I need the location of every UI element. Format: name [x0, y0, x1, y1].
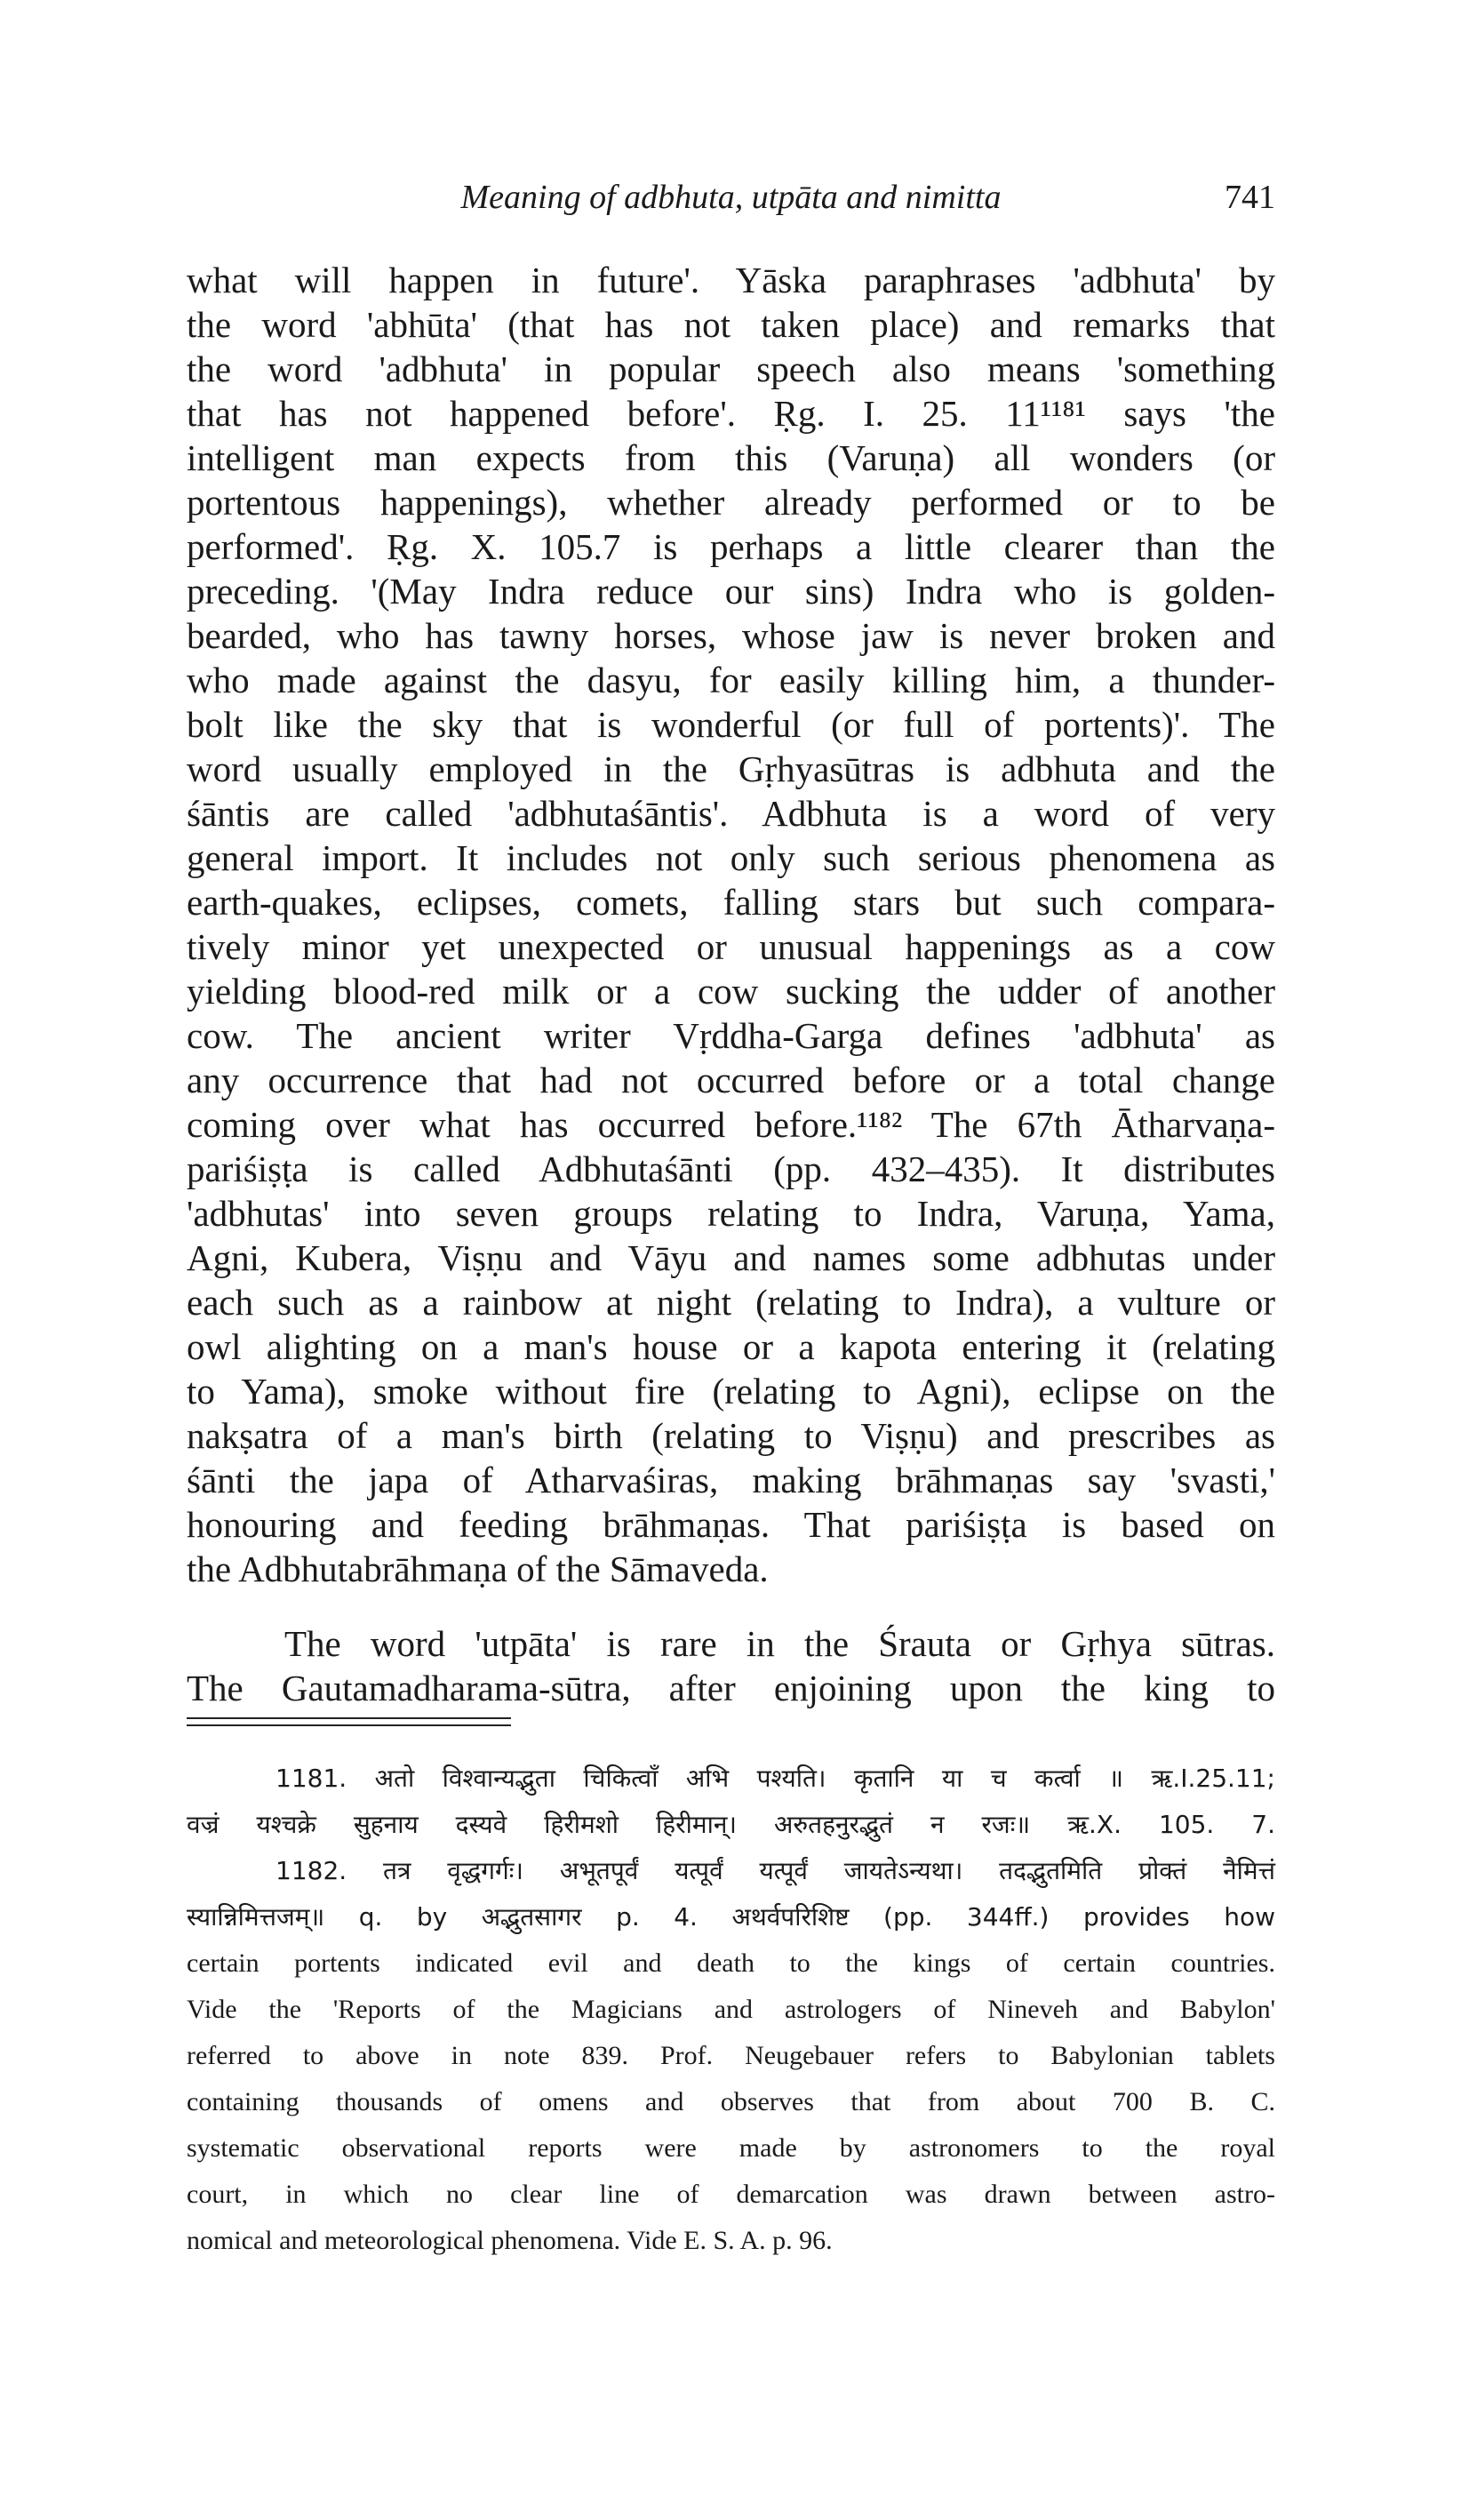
text-line: The Gautamadharama-sūtra, after enjoining upon the king to [187, 1668, 1275, 1708]
text-line: Agni, Kubera, Viṣṇu and Vāyu and names some adbhutas under [187, 1237, 1275, 1278]
text-line: that has not happened before'. Ṛg. I. 25. 11¹¹⁸¹ says 'the [187, 393, 1275, 434]
footnote-1182-line: 1182. तत्र वृद्धगर्गः। अभूतपूर्वं यत्पूर्वं यत्पूर्वं जायतेऽन्यथा। तदद्भुतमिति प्रोक्तं नैमित्तं [275, 1856, 1275, 1885]
footnote-rule [187, 1717, 511, 1719]
text-line: cow. The ancient writer Vṛddha-Garga defines 'adbhuta' as [187, 1015, 1275, 1056]
text-line: who made against the dasyu, for easily killing him, a thunder- [187, 660, 1275, 700]
footnote-1182-line: स्यान्निमित्तजम्॥ q. by अद्भुतसागर p. 4. अथर्वपरिशिष्ट (pp. 344ff.) provides how [187, 1902, 1275, 1932]
text-line: intelligent man expects from this (Varuṇa) all wonders (or [187, 437, 1275, 478]
text-line: śāntis are called 'adbhutaśāntis'. Adbhuta is a word of very [187, 793, 1275, 834]
text-line: any occurrence that had not occurred before or a total change [187, 1060, 1275, 1100]
paragraph-2 [187, 1621, 1275, 1710]
footnote-1182-line: systematic observational reports were made by astronomers to the royal [187, 2133, 1275, 2163]
text-line: word usually employed in the Gṛhyasūtras is adbhuta and the [187, 748, 1275, 789]
text-line: bolt like the sky that is wonderful (or full of portents)'. The [187, 704, 1275, 745]
footnote-1182-line: referred to above in note 839. Prof. Neugebauer refers to Babylonian tablets [187, 2041, 1275, 2070]
footnote-rule [187, 1724, 511, 1726]
text-line: what will happen in future'. Yāska paraphrases 'adbhuta' by [187, 260, 1275, 300]
footnotes [187, 1756, 1275, 2264]
text-line: pariśiṣṭa is called Adbhutaśānti (pp. 432–435). It distributes [187, 1148, 1275, 1189]
running-title: Meaning of adbhuta, utpāta and nimitta [460, 179, 1002, 216]
text-line: performed'. Ṛg. X. 105.7 is perhaps a little clearer than the [187, 526, 1275, 567]
paragraph-1 [187, 258, 1275, 1591]
text-line: portentous happenings), whether already performed or to be [187, 482, 1275, 523]
footnote-1182-line: nomical and meteorological phenomena. Vide E. S. A. p. 96. [187, 2226, 833, 2255]
text-line: to Yama), smoke without fire (relating to Agni), eclipse on the [187, 1371, 1275, 1412]
text-line: tively minor yet unexpected or unusual happenings as a cow [187, 926, 1275, 967]
text-line: The word 'utpāta' is rare in the Śrauta or Gṛhya sūtras. [284, 1623, 1275, 1664]
text-line: preceding. '(May Indra reduce our sins) Indra who is golden- [187, 571, 1275, 612]
footnote-1182-line: Vide the 'Reports of the Magicians and astrologers of Nineveh and Babylon' [187, 1995, 1275, 2024]
running-head [187, 178, 1275, 231]
text-line: coming over what has occurred before.¹¹⁸² The 67th Ātharvaṇa- [187, 1104, 1275, 1145]
body-text [187, 258, 1275, 1710]
text-line: earth-quakes, eclipses, comets, falling stars but such compara- [187, 882, 1275, 923]
text-line: each such as a rainbow at night (relating to Indra), a vulture or [187, 1282, 1275, 1323]
footnote-1182-line: certain portents indicated evil and death to the kings of certain countries. [187, 1948, 1275, 1978]
text-line: bearded, who has tawny horses, whose jaw is never broken and [187, 615, 1275, 656]
text-line: yielding blood-red milk or a cow sucking the udder of another [187, 971, 1275, 1012]
footnote-1181-line: वज्रं यश्चक्रे सुहनाय दस्यवे हिरीमशो हिरीमान्। अरुतहनुरद्भुतं न रजः॥ ऋ.X. 105. 7. [187, 1810, 1275, 1839]
text-line: honouring and feeding brāhmaṇas. That pariśiṣṭa is based on [187, 1504, 1275, 1545]
text-line: general import. It includes not only such serious phenomena as [187, 837, 1275, 878]
text-line: śānti the japa of Atharvaśiras, making brāhmaṇas say 'svasti,' [187, 1460, 1275, 1500]
footnote-1182-line: containing thousands of omens and observes that from about 700 B. C. [187, 2087, 1275, 2116]
footnote-1181-line: 1181. अतो विश्वान्यद्भुता चिकित्वाँ अभि पश्यति। कृतानि या च कर्त्वा ॥ ऋ.I.25.11; [275, 1764, 1275, 1793]
footnote-1182-line: court, in which no clear line of demarcation was drawn between astro- [187, 2180, 1275, 2209]
text-line: nakṣatra of a man's birth (relating to Viṣṇu) and prescribes as [187, 1415, 1275, 1456]
text-line: owl alighting on a man's house or a kapota entering it (relating [187, 1326, 1275, 1367]
text-line: the word 'abhūta' (that has not taken place) and remarks that [187, 304, 1275, 345]
text-line: 'adbhutas' into seven groups relating to Indra, Varuṇa, Yama, [187, 1193, 1275, 1234]
page-number: 741 [1225, 179, 1275, 216]
text-line: the Adbhutabrāhmaṇa of the Sāmaveda. [187, 1548, 769, 1589]
text-line: the word 'adbhuta' in popular speech also means 'something [187, 348, 1275, 389]
